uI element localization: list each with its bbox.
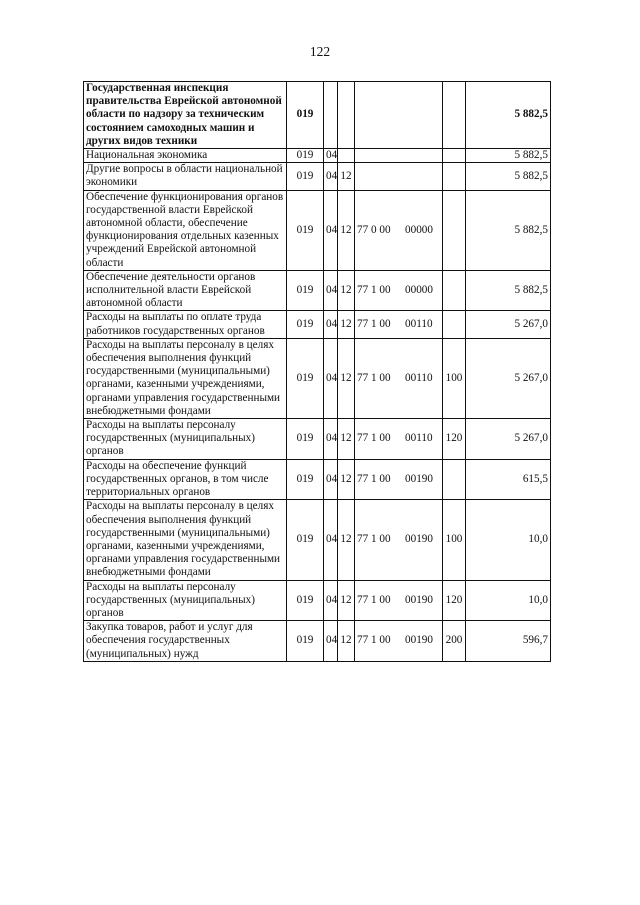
expense-type-cell: 200 <box>443 621 466 662</box>
target-article-cell <box>355 621 443 662</box>
target-article-cell <box>355 149 443 163</box>
subsection-code-cell: 12 <box>338 270 355 311</box>
section-code-cell: 04 <box>324 459 338 500</box>
subsection-code-cell <box>338 149 355 163</box>
subsection-code-cell: 12 <box>338 459 355 500</box>
direction-code: 00190 <box>405 533 433 546</box>
ved-code-cell: 019 <box>287 82 324 149</box>
program-code: 77 1 00 <box>357 284 391 297</box>
program-code: 77 1 00 <box>357 318 391 331</box>
amount-cell: 5 882,5 <box>466 163 551 190</box>
subsection-code-cell: 12 <box>338 163 355 190</box>
amount-cell: 5 882,5 <box>466 82 551 149</box>
row-name-cell: Другие вопросы в области национальной экономики <box>84 163 287 190</box>
direction-code: 00110 <box>405 371 433 384</box>
target-article-cell <box>355 82 443 149</box>
section-code-cell: 04 <box>324 500 338 580</box>
table-row <box>84 419 551 460</box>
table-row <box>84 190 551 270</box>
amount-cell: 5 267,0 <box>466 419 551 460</box>
direction-code: 00110 <box>405 318 433 331</box>
direction-code: 00190 <box>405 472 433 485</box>
subsection-code-cell: 12 <box>338 190 355 270</box>
expense-type-cell <box>443 149 466 163</box>
ved-code-cell: 019 <box>287 419 324 460</box>
table-row <box>84 500 551 580</box>
row-name-cell: Расходы на выплаты по оплате труда работников государственных органов <box>84 311 287 338</box>
section-code-cell: 04 <box>324 190 338 270</box>
subsection-code-cell: 12 <box>338 311 355 338</box>
table-row <box>84 163 551 190</box>
subsection-code-cell: 12 <box>338 419 355 460</box>
section-code-cell: 04 <box>324 311 338 338</box>
program-code: 77 1 00 <box>357 432 391 445</box>
target-article-cell <box>355 190 443 270</box>
row-name-cell: Государственная инспекция правительства Еврейской автономной области по надзору за техническим состоянием самоходных машин и других видов техники <box>84 82 287 149</box>
row-name-cell: Расходы на выплаты персоналу государственных (муниципальных) органов <box>84 419 287 460</box>
program-code: 77 1 00 <box>357 472 391 485</box>
section-code-cell: 04 <box>324 580 338 621</box>
section-code-cell: 04 <box>324 163 338 190</box>
target-article-cell <box>355 419 443 460</box>
section-code-cell <box>324 82 338 149</box>
amount-cell: 10,0 <box>466 580 551 621</box>
expense-type-cell <box>443 190 466 270</box>
ved-code-cell: 019 <box>287 500 324 580</box>
amount-cell: 5 267,0 <box>466 338 551 418</box>
budget-table <box>83 81 551 662</box>
expense-type-cell: 100 <box>443 338 466 418</box>
amount-cell: 5 267,0 <box>466 311 551 338</box>
target-article-cell <box>355 338 443 418</box>
subsection-code-cell <box>338 82 355 149</box>
amount-cell: 5 882,5 <box>466 270 551 311</box>
target-article-cell <box>355 580 443 621</box>
row-name-cell: Закупка товаров, работ и услуг для обеспечения государственных (муниципальных) нужд <box>84 621 287 662</box>
expense-type-cell <box>443 82 466 149</box>
table-body <box>84 82 551 662</box>
subsection-code-cell: 12 <box>338 621 355 662</box>
expense-type-cell <box>443 163 466 190</box>
ved-code-cell: 019 <box>287 190 324 270</box>
ved-code-cell: 019 <box>287 338 324 418</box>
direction-code: 00190 <box>405 593 433 606</box>
amount-cell: 5 882,5 <box>466 190 551 270</box>
row-name-cell: Расходы на обеспечение функций государственных органов, в том числе территориальных органов <box>84 459 287 500</box>
row-name-cell: Расходы на выплаты персоналу в целях обеспечения выполнения функций государственными (муниципальными) органами, казенными учреждениями, органами управления государственными внебюджетными фондами <box>84 500 287 580</box>
ved-code-cell: 019 <box>287 270 324 311</box>
table-row <box>84 311 551 338</box>
program-code: 77 1 00 <box>357 533 391 546</box>
subsection-code-cell: 12 <box>338 338 355 418</box>
direction-code: 00000 <box>405 223 433 236</box>
section-code-cell: 04 <box>324 338 338 418</box>
program-code: 77 1 00 <box>357 634 391 647</box>
page-number: 122 <box>309 44 331 59</box>
subsection-code-cell: 12 <box>338 580 355 621</box>
ved-code-cell: 019 <box>287 163 324 190</box>
expense-type-cell: 120 <box>443 419 466 460</box>
section-code-cell: 04 <box>324 149 338 163</box>
section-code-cell: 04 <box>324 621 338 662</box>
amount-cell: 5 882,5 <box>466 149 551 163</box>
expense-type-cell: 120 <box>443 580 466 621</box>
target-article-cell <box>355 500 443 580</box>
direction-code: 00000 <box>405 284 433 297</box>
table-row <box>84 149 551 163</box>
table-row <box>84 338 551 418</box>
amount-cell: 596,7 <box>466 621 551 662</box>
section-code-cell: 04 <box>324 270 338 311</box>
row-name-cell: Обеспечение функционирования органов государственной власти Еврейской автономной области, обеспечение функционирования отдельных казенных учреждений Еврейской автономной области <box>84 190 287 270</box>
program-code: 77 1 00 <box>357 593 391 606</box>
direction-code: 00110 <box>405 432 433 445</box>
ved-code-cell: 019 <box>287 149 324 163</box>
ved-code-cell: 019 <box>287 621 324 662</box>
program-code: 77 0 00 <box>357 223 391 236</box>
ved-code-cell: 019 <box>287 580 324 621</box>
expense-type-cell: 100 <box>443 500 466 580</box>
row-name-cell: Расходы на выплаты персоналу государственных (муниципальных) органов <box>84 580 287 621</box>
row-name-cell: Обеспечение деятельности органов исполнительной власти Еврейской автономной области <box>84 270 287 311</box>
table-row <box>84 82 551 149</box>
amount-cell: 615,5 <box>466 459 551 500</box>
program-code: 77 1 00 <box>357 371 391 384</box>
expense-type-cell <box>443 311 466 338</box>
subsection-code-cell: 12 <box>338 500 355 580</box>
amount-cell: 10,0 <box>466 500 551 580</box>
row-name-cell: Национальная экономика <box>84 149 287 163</box>
table-row <box>84 580 551 621</box>
target-article-cell <box>355 459 443 500</box>
expense-type-cell <box>443 459 466 500</box>
table-row <box>84 621 551 662</box>
ved-code-cell: 019 <box>287 459 324 500</box>
target-article-cell <box>355 270 443 311</box>
table-row <box>84 459 551 500</box>
expense-type-cell <box>443 270 466 311</box>
row-name-cell: Расходы на выплаты персоналу в целях обеспечения выполнения функций государственными (муниципальными) органами, казенными учреждениями, органами управления государственными внебюджетными фондами <box>84 338 287 418</box>
direction-code: 00190 <box>405 634 433 647</box>
table-row <box>84 270 551 311</box>
section-code-cell: 04 <box>324 419 338 460</box>
target-article-cell <box>355 163 443 190</box>
ved-code-cell: 019 <box>287 311 324 338</box>
target-article-cell <box>355 311 443 338</box>
